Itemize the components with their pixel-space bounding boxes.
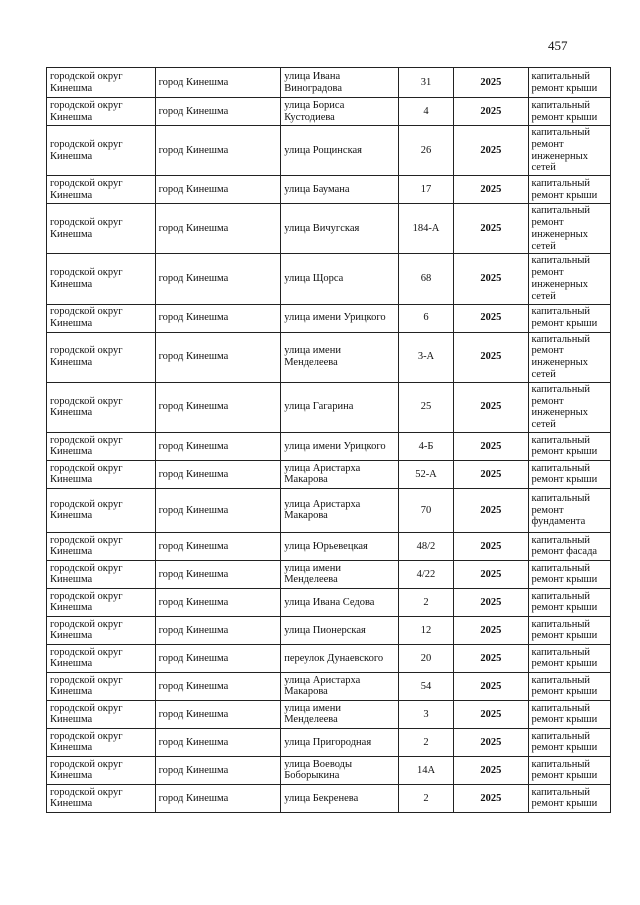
- locality-cell: город Кинешма: [155, 700, 281, 728]
- table-row: [47, 204, 611, 254]
- year-cell: 2025: [454, 616, 528, 644]
- locality-cell: город Кинешма: [155, 204, 281, 254]
- locality-cell: город Кинешма: [155, 304, 281, 332]
- table-row: [47, 728, 611, 756]
- locality-cell: город Кинешма: [155, 382, 281, 432]
- house-number-cell: 2: [398, 588, 453, 616]
- table-row: [47, 488, 611, 532]
- work-type-cell: капитальный ремонт крыши: [528, 756, 610, 784]
- street-cell: улица Рощинская: [281, 126, 399, 176]
- year-cell: 2025: [454, 332, 528, 382]
- street-cell: улица имени Менделеева: [281, 700, 399, 728]
- year-cell: 2025: [454, 700, 528, 728]
- table-row: [47, 616, 611, 644]
- street-cell: улица Аристарха Макарова: [281, 488, 399, 532]
- municipality-cell: городской округ Кинешма: [47, 560, 156, 588]
- work-type-cell: капитальный ремонт крыши: [528, 560, 610, 588]
- table-row: [47, 68, 611, 98]
- municipality-cell: городской округ Кинешма: [47, 304, 156, 332]
- street-cell: улица имени Менделеева: [281, 332, 399, 382]
- year-cell: 2025: [454, 756, 528, 784]
- table-row: [47, 176, 611, 204]
- street-cell: улица имени Урицкого: [281, 304, 399, 332]
- house-number-cell: 2: [398, 728, 453, 756]
- table-row: [47, 672, 611, 700]
- house-number-cell: 20: [398, 644, 453, 672]
- work-type-cell: капитальный ремонт инженерных сетей: [528, 382, 610, 432]
- table-row: [47, 532, 611, 560]
- municipality-cell: городской округ Кинешма: [47, 68, 156, 98]
- table-row: [47, 98, 611, 126]
- locality-cell: город Кинешма: [155, 644, 281, 672]
- street-cell: улица Гагарина: [281, 382, 399, 432]
- work-type-cell: капитальный ремонт крыши: [528, 176, 610, 204]
- house-number-cell: 4/22: [398, 560, 453, 588]
- page-number: 457: [548, 38, 568, 53]
- street-cell: улица Пионерская: [281, 616, 399, 644]
- municipality-cell: городской округ Кинешма: [47, 382, 156, 432]
- year-cell: 2025: [454, 204, 528, 254]
- municipality-cell: городской округ Кинешма: [47, 176, 156, 204]
- work-type-cell: капитальный ремонт крыши: [528, 644, 610, 672]
- year-cell: 2025: [454, 488, 528, 532]
- municipality-cell: городской округ Кинешма: [47, 488, 156, 532]
- table-row: [47, 432, 611, 460]
- house-number-cell: 2: [398, 784, 453, 812]
- table-row: [47, 126, 611, 176]
- work-type-cell: капитальный ремонт крыши: [528, 98, 610, 126]
- house-number-cell: 31: [398, 68, 453, 98]
- municipality-cell: городской округ Кинешма: [47, 644, 156, 672]
- year-cell: 2025: [454, 304, 528, 332]
- municipality-cell: городской округ Кинешма: [47, 756, 156, 784]
- house-number-cell: 25: [398, 382, 453, 432]
- table-row: [47, 460, 611, 488]
- municipality-cell: городской округ Кинешма: [47, 126, 156, 176]
- house-number-cell: 4: [398, 98, 453, 126]
- locality-cell: город Кинешма: [155, 488, 281, 532]
- municipality-cell: городской округ Кинешма: [47, 616, 156, 644]
- street-cell: улица Воеводы Боборыкина: [281, 756, 399, 784]
- street-cell: улица Бориса Кустодиева: [281, 98, 399, 126]
- locality-cell: город Кинешма: [155, 98, 281, 126]
- table-row: [47, 254, 611, 304]
- municipality-cell: городской округ Кинешма: [47, 588, 156, 616]
- table-row: [47, 304, 611, 332]
- table-row: [47, 332, 611, 382]
- locality-cell: город Кинешма: [155, 728, 281, 756]
- year-cell: 2025: [454, 126, 528, 176]
- table-row: [47, 784, 611, 812]
- work-type-cell: капитальный ремонт крыши: [528, 700, 610, 728]
- table-row: [47, 588, 611, 616]
- municipality-cell: городской округ Кинешма: [47, 254, 156, 304]
- year-cell: 2025: [454, 588, 528, 616]
- work-type-cell: капитальный ремонт крыши: [528, 588, 610, 616]
- house-number-cell: 70: [398, 488, 453, 532]
- municipality-cell: городской округ Кинешма: [47, 432, 156, 460]
- house-number-cell: 26: [398, 126, 453, 176]
- locality-cell: город Кинешма: [155, 784, 281, 812]
- municipality-cell: городской округ Кинешма: [47, 672, 156, 700]
- year-cell: 2025: [454, 784, 528, 812]
- street-cell: переулок Дунаевского: [281, 644, 399, 672]
- work-type-cell: капитальный ремонт инженерных сетей: [528, 332, 610, 382]
- work-type-cell: капитальный ремонт крыши: [528, 460, 610, 488]
- table-row: [47, 700, 611, 728]
- locality-cell: город Кинешма: [155, 254, 281, 304]
- table-body: [47, 68, 611, 813]
- year-cell: 2025: [454, 560, 528, 588]
- municipality-cell: городской округ Кинешма: [47, 728, 156, 756]
- municipality-cell: городской округ Кинешма: [47, 204, 156, 254]
- street-cell: улица Баумана: [281, 176, 399, 204]
- locality-cell: город Кинешма: [155, 616, 281, 644]
- street-cell: улица Юрьевецкая: [281, 532, 399, 560]
- work-type-cell: капитальный ремонт инженерных сетей: [528, 254, 610, 304]
- street-cell: улица Ивана Седова: [281, 588, 399, 616]
- year-cell: 2025: [454, 432, 528, 460]
- locality-cell: город Кинешма: [155, 332, 281, 382]
- house-number-cell: 54: [398, 672, 453, 700]
- street-cell: улица имени Урицкого: [281, 432, 399, 460]
- street-cell: улица Аристарха Макарова: [281, 672, 399, 700]
- work-type-cell: капитальный ремонт крыши: [528, 432, 610, 460]
- year-cell: 2025: [454, 68, 528, 98]
- locality-cell: город Кинешма: [155, 560, 281, 588]
- work-type-cell: капитальный ремонт крыши: [528, 616, 610, 644]
- house-number-cell: 14А: [398, 756, 453, 784]
- house-number-cell: 3: [398, 700, 453, 728]
- work-type-cell: капитальный ремонт фасада: [528, 532, 610, 560]
- locality-cell: город Кинешма: [155, 460, 281, 488]
- year-cell: 2025: [454, 382, 528, 432]
- year-cell: 2025: [454, 460, 528, 488]
- house-number-cell: 52-А: [398, 460, 453, 488]
- repair-registry-table: [46, 67, 611, 813]
- street-cell: улица Бекренева: [281, 784, 399, 812]
- locality-cell: город Кинешма: [155, 588, 281, 616]
- house-number-cell: 4-Б: [398, 432, 453, 460]
- year-cell: 2025: [454, 644, 528, 672]
- locality-cell: город Кинешма: [155, 126, 281, 176]
- work-type-cell: капитальный ремонт инженерных сетей: [528, 126, 610, 176]
- house-number-cell: 12: [398, 616, 453, 644]
- work-type-cell: капитальный ремонт фундамента: [528, 488, 610, 532]
- municipality-cell: городской округ Кинешма: [47, 98, 156, 126]
- locality-cell: город Кинешма: [155, 68, 281, 98]
- street-cell: улица Щорса: [281, 254, 399, 304]
- locality-cell: город Кинешма: [155, 756, 281, 784]
- year-cell: 2025: [454, 98, 528, 126]
- locality-cell: город Кинешма: [155, 432, 281, 460]
- work-type-cell: капитальный ремонт крыши: [528, 672, 610, 700]
- house-number-cell: 17: [398, 176, 453, 204]
- table-row: [47, 382, 611, 432]
- house-number-cell: 6: [398, 304, 453, 332]
- work-type-cell: капитальный ремонт крыши: [528, 68, 610, 98]
- locality-cell: город Кинешма: [155, 532, 281, 560]
- house-number-cell: 184-А: [398, 204, 453, 254]
- street-cell: улица Аристарха Макарова: [281, 460, 399, 488]
- street-cell: улица Ивана Виноградова: [281, 68, 399, 98]
- work-type-cell: капитальный ремонт инженерных сетей: [528, 204, 610, 254]
- work-type-cell: капитальный ремонт крыши: [528, 728, 610, 756]
- year-cell: 2025: [454, 672, 528, 700]
- work-type-cell: капитальный ремонт крыши: [528, 784, 610, 812]
- table-row: [47, 756, 611, 784]
- table-row: [47, 560, 611, 588]
- municipality-cell: городской округ Кинешма: [47, 784, 156, 812]
- house-number-cell: 48/2: [398, 532, 453, 560]
- year-cell: 2025: [454, 728, 528, 756]
- street-cell: улица Пригородная: [281, 728, 399, 756]
- locality-cell: город Кинешма: [155, 672, 281, 700]
- work-type-cell: капитальный ремонт крыши: [528, 304, 610, 332]
- year-cell: 2025: [454, 532, 528, 560]
- municipality-cell: городской округ Кинешма: [47, 332, 156, 382]
- municipality-cell: городской округ Кинешма: [47, 460, 156, 488]
- house-number-cell: 68: [398, 254, 453, 304]
- locality-cell: город Кинешма: [155, 176, 281, 204]
- street-cell: улица имени Менделеева: [281, 560, 399, 588]
- municipality-cell: городской округ Кинешма: [47, 700, 156, 728]
- house-number-cell: 3-А: [398, 332, 453, 382]
- street-cell: улица Вичугская: [281, 204, 399, 254]
- year-cell: 2025: [454, 254, 528, 304]
- municipality-cell: городской округ Кинешма: [47, 532, 156, 560]
- year-cell: 2025: [454, 176, 528, 204]
- table-row: [47, 644, 611, 672]
